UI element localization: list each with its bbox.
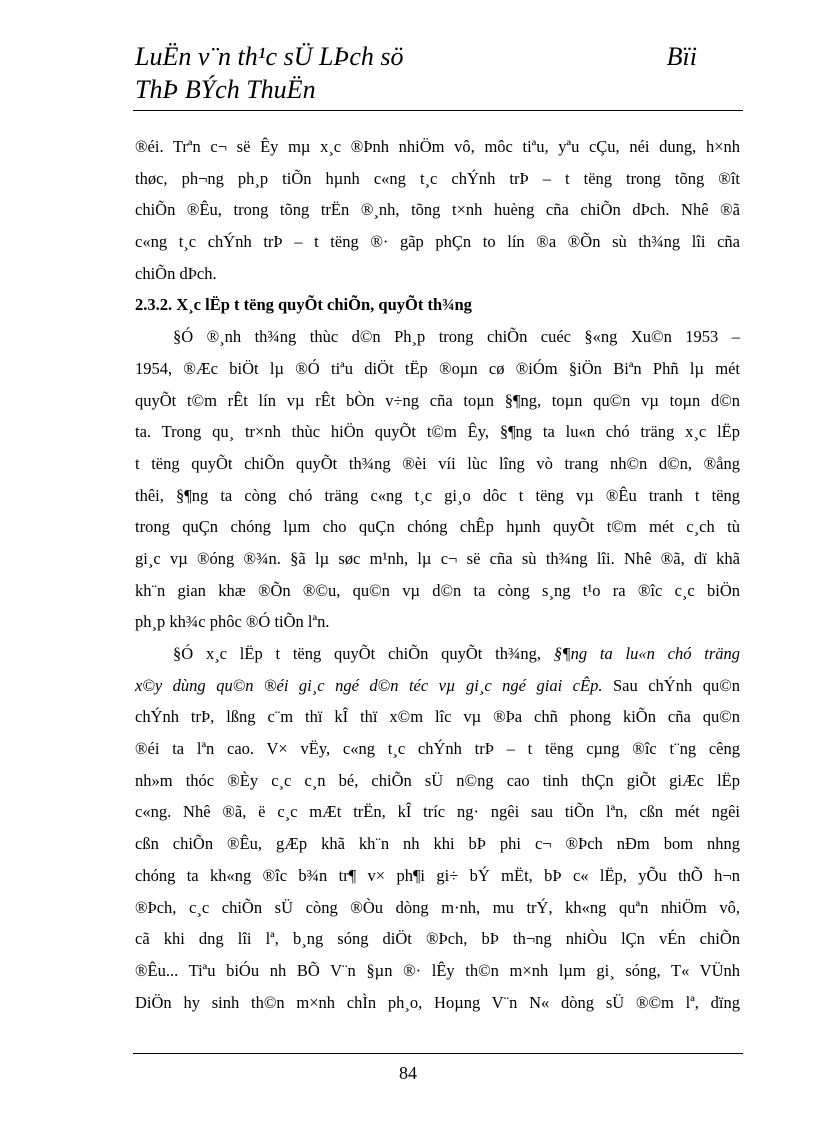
text-line: thøc, ph¬ng ph¸p tiÕn hµnh c«ng t¸c chÝnh trÞ – t tëng trong tõng ®ît [135,168,740,188]
text-line: nh»m thóc ®Èy c¸c c¸n bé, chiÕn sÜ n©ng cao tinh thÇn giÕt giÆc lËp [135,770,740,790]
text-line: 1954, ®Æc biÖt lµ ®Ó tiªu diÖt tËp ®oµn cø ®iÓm §iÖn Biªn Phñ lµ mét [135,358,740,378]
header-title-line2: ThÞ BÝch ThuËn [135,75,316,104]
text-line: cßn chiÕn ®Êu, gÆp khã kh¨n nh khi bÞ phi c¬ ®Þch nÐm bom nhng [135,834,740,854]
header-author: Bïi [666,42,697,71]
text-line: cã khi dng lîi lª, b¸ng sóng diÖt ®Þch, bÞ th¬ng nhiÒu lÇn vÉn chiÕn [135,929,740,949]
text-line: thêi, §¶ng ta còng chó träng c«ng t¸c gi¸o dôc t tëng vµ ®Êu tranh t tëng [135,485,740,505]
footer-divider [133,1053,743,1054]
text-line: chÝnh trÞ, lßng c¨m thï kÎ thï x©m lîc vµ ®Þa chñ phong kiÕn cña qu©n [135,707,740,727]
text-line: chóng ta kh«ng ®îc b¾n tr¶ v× ph¶i gi÷ bÝ mËt, bÞ c« lËp, yÕu thÕ h¬n [135,865,740,885]
text-line: t tëng quyÕt chiÕn quyÕt th¾ng ®èi víi lùc lîng vò trang nh©n d©n, ®ång [135,453,740,473]
text-line: ®éi. Trªn c¬ së Êy mµ x¸c ®Þnh nhiÖm vô, môc tiªu, yªu cÇu, néi dung, h×nh [135,137,740,156]
text-line: gi¸c vµ ®óng ®¾n. §ã lµ søc m¹nh, lµ c¬ së cña sù th¾ng lîi. Nhê ®ã, dï khã [135,548,740,568]
header-title-line1: LuËn v¨n th¹c sÜ LÞch sö [135,42,404,71]
page-number: 84 [399,1063,417,1083]
text-line: ®éi ta lªn cao. V× vËy, c«ng t¸c chÝnh trÞ – t tëng cµng ®îc t¨ng cêng [135,739,740,759]
text-run: §Ó x¸c lËp t tëng quyÕt chiÕn quyÕt th¾ng, [173,644,554,663]
text-line: §Ó ®¸nh th¾ng thùc d©n Ph¸p trong chiÕn cuéc §«ng Xu©n 1953 – [173,327,740,347]
text-line: ta. Trong qu¸ tr×nh thùc hiÖn quyÕt t©m Êy, §¶ng ta lu«n chó träng x¸c lËp [135,422,740,442]
text-line: trong quÇn chóng lµm cho quÇn chóng chÊp hµnh quyÕt t©m mét c¸ch tù [135,517,740,537]
text-line-mixed [135,670,740,702]
header-divider [133,110,743,111]
italic-run: x©y dùng qu©n ®éi gi¸c ngé d©n téc vµ gi¸c ngé giai cÊp. [135,675,603,695]
page-header [135,40,742,110]
text-line-mixed [135,638,740,670]
italic-run: §¶ng ta lu«n chó träng [553,644,740,663]
text-run: Sau chÝnh qu©n [602,675,740,695]
text-line: DiÖn hy sinh th©n m×nh chÌn ph¸o, Hoµng V¨n N« dòng sÜ ®©m lª, dïng [135,992,740,1012]
text-line: kh¨n gian khæ ®Õn ®©u, qu©n vµ d©n ta còng s¸ng t¹o ra ®îc c¸c biÖn [135,580,740,600]
text-line: ®Þch, c¸c chiÕn sÜ còng ®Òu dòng m·nh, mu trÝ, kh«ng quªn nhiÖm vô, [135,897,740,917]
text-line: chiÕn dÞch. [135,263,217,283]
text-line: chiÕn ®Êu, trong tõng trËn ®¸nh, tõng t×nh huèng cña chiÕn dÞch. Nhê ®ã [135,200,740,220]
text-line: ®Êu... Tiªu biÓu nh BÕ V¨n §µn ®· lÊy th©n m×nh lµm gi¸ sóng, T« VÜnh [135,960,740,980]
text-line: ph¸p kh¾c phôc ®Ó tiÕn lªn. [135,612,330,632]
header-title [135,40,655,106]
text-line: quyÕt t©m rÊt lín vµ rÊt bÒn v÷ng cña toµn §¶ng, toµn qu©n vµ toµn d©n [135,390,740,410]
page-body [135,131,740,1018]
text-line: c«ng t¸c chÝnh trÞ – t tëng ®· gãp phÇn to lín ®a ®Õn sù th¾ng lîi cña [135,232,740,252]
text-line: c«ng. Nhê ®ã, ë c¸c mÆt trËn, kÎ tríc ng· ngêi sau tiÕn lªn, cßn mét ngêi [135,802,740,822]
section-heading: 2.3.2. X¸c lËp t tëng quyÕt chiÕn, quyÕt th¾ng [135,295,472,315]
